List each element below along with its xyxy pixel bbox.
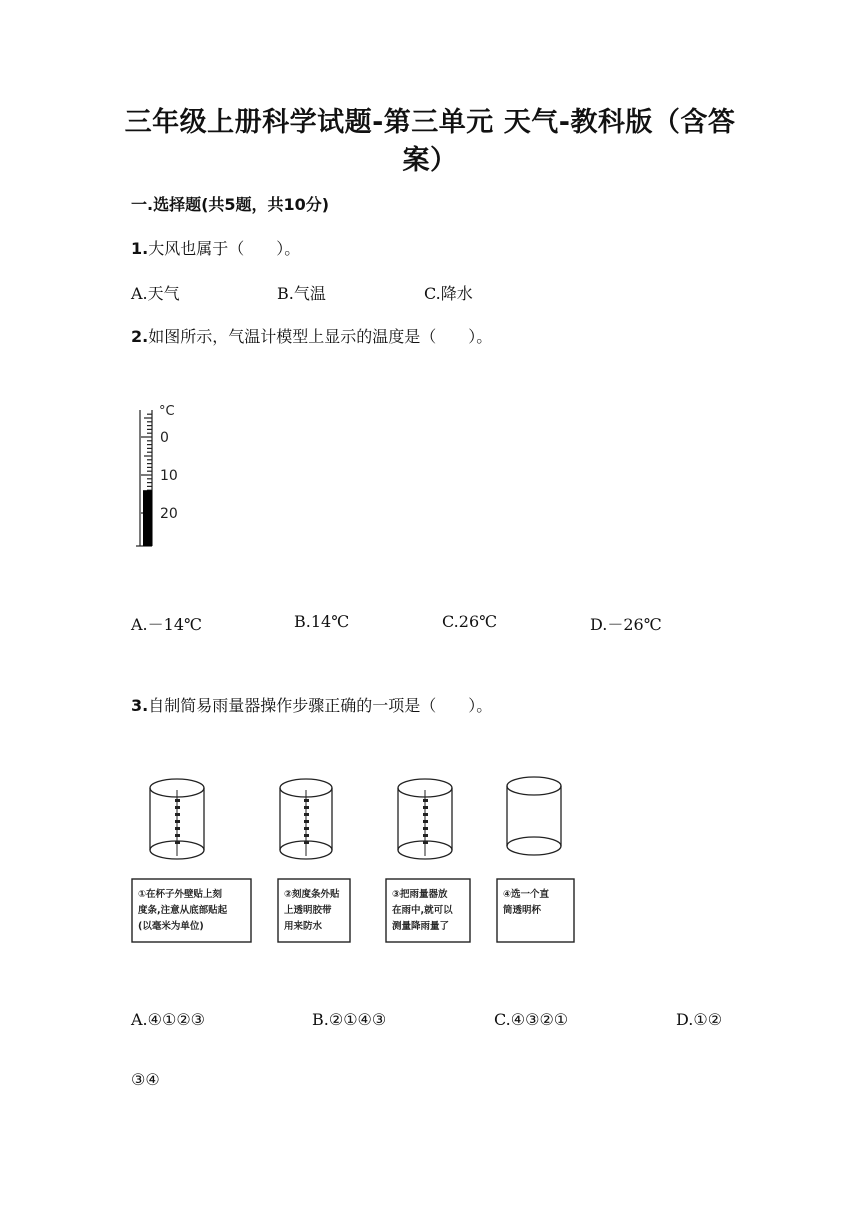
rain-gauge-figure [128, 768, 588, 948]
caption-box-2 [278, 879, 350, 942]
q3-option-d-continued: ③④ [131, 1070, 160, 1089]
cup-3 [398, 779, 452, 859]
q1-option-a: A.天气 [131, 284, 180, 303]
q2-option-c: C.26℃ [442, 612, 498, 631]
caption-1-line-1: ①在杯子外壁贴上刻 [138, 889, 223, 900]
cup-4 [507, 777, 561, 855]
caption-box-4 [497, 879, 574, 942]
question-1 [131, 236, 300, 259]
caption-box-1 [132, 879, 251, 942]
question-3 [131, 693, 492, 716]
q3-option-d: D.①② [676, 1010, 723, 1029]
page-title [100, 104, 760, 180]
thermometer-figure [128, 398, 198, 554]
q3-option-a: A.④①②③ [131, 1010, 206, 1029]
cup-1 [150, 779, 204, 859]
caption-4-line-2: 筒透明杯 [503, 905, 542, 916]
question-2 [131, 324, 492, 347]
q2-option-a: A.－14℃ [131, 615, 202, 634]
question-number: 1. [131, 239, 149, 258]
caption-2-line-2: 上透明胶带 [284, 905, 332, 916]
caption-1-line-3: (以毫米为单位) [138, 921, 204, 932]
cup-2 [280, 779, 332, 859]
question-text: 大风也属于（ ）。 [148, 239, 301, 258]
caption-3-line-1: ③把雨量器放 [392, 889, 448, 900]
q3-option-b: B.②①④③ [312, 1010, 387, 1029]
q2-option-d: D.－26℃ [590, 615, 662, 634]
question-text: 自制简易雨量器操作步骤正确的一项是（ ）。 [148, 696, 493, 715]
thermometer-tick-label-10: 10 [160, 468, 178, 484]
section-heading: 一.选择题(共5题，共10分) [131, 195, 330, 214]
question-text: 如图所示，气温计模型上显示的温度是（ ）。 [148, 327, 493, 346]
q1-option-b: B.气温 [277, 284, 326, 303]
caption-2-line-1: ②刻度条外贴 [284, 889, 340, 900]
q1-option-c: C.降水 [424, 284, 473, 303]
thermometer-tick-label-0: 0 [160, 430, 169, 446]
thermometer-liquid [143, 490, 152, 546]
q3-option-c: C.④③②① [494, 1010, 569, 1029]
title-line-2: 案） [402, 145, 458, 176]
caption-1-line-2: 度条,注意从底部贴起 [138, 905, 228, 916]
caption-2-line-3: 用来防水 [284, 921, 323, 932]
title-line-1: 三年级上册科学试题-第三单元 天气-教科版（含答 [124, 107, 736, 138]
question-number: 2. [131, 327, 149, 346]
question-number: 3. [131, 696, 149, 715]
thermometer-tick-label-20: 20 [160, 506, 178, 522]
caption-4-line-1: ④选一个直 [503, 889, 550, 900]
caption-3-line-2: 在雨中,就可以 [392, 905, 453, 916]
caption-3-line-3: 测量降雨量了 [392, 921, 450, 932]
caption-box-3 [386, 879, 470, 942]
q2-option-b: B.14℃ [294, 612, 350, 631]
thermometer-unit-label: °C [159, 404, 175, 419]
